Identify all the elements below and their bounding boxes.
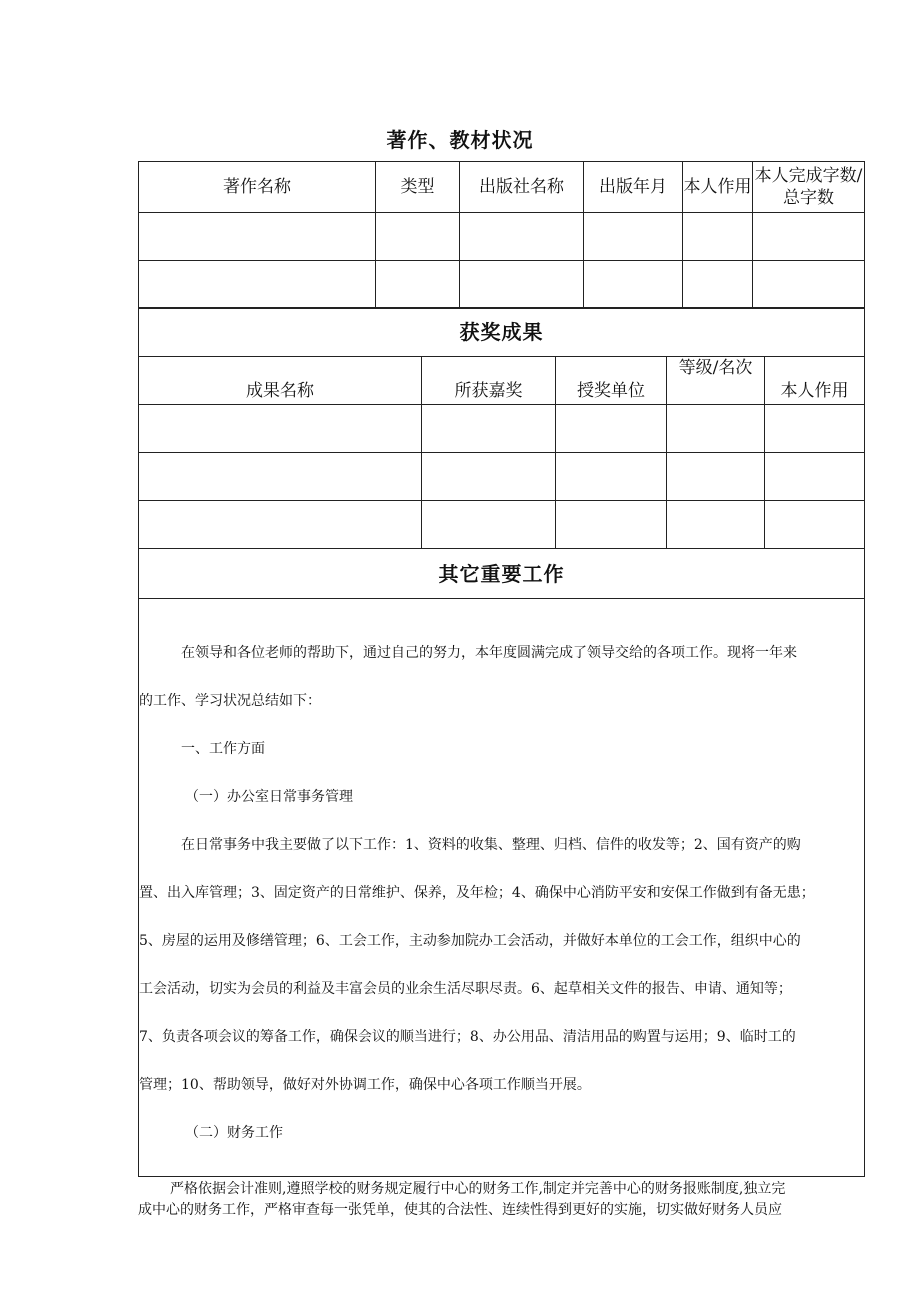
table-row	[139, 453, 865, 501]
table-cell[interactable]	[556, 453, 667, 501]
body-paragraph: 的工作、学习状况总结如下：	[139, 693, 321, 709]
table-cell[interactable]	[139, 501, 422, 549]
other-work-body-row	[139, 599, 865, 1177]
table-cell[interactable]	[376, 213, 460, 261]
awards-table	[138, 307, 865, 1177]
body-paragraph: 7、负责各项会议的筹备工作，确保会议的顺当进行；8、办公用品、清洁用品的购置与运用；9、临时工的	[139, 1029, 796, 1045]
table-cell[interactable]	[667, 453, 765, 501]
header-publish-date: 出版年月	[584, 162, 683, 213]
header-work-name: 著作名称	[139, 162, 376, 213]
table-cell[interactable]	[753, 213, 865, 261]
body-paragraph: 在领导和各位老师的帮助下，通过自己的努力，本年度圆满完成了领导交给的各项工作。现将一年来	[181, 645, 797, 661]
table-cell[interactable]	[765, 453, 865, 501]
body-paragraph: 置、出入库管理；3、固定资产的日常维护、保养，及年检；4、确保中心消防平安和安保工作做到有备无患；	[139, 885, 815, 901]
publications-header-row	[139, 162, 865, 213]
header-rank: 等级/名次	[667, 357, 765, 405]
publications-table	[138, 161, 865, 309]
header-word-count: 本人完成字数/总字数	[753, 162, 865, 213]
table-cell[interactable]	[139, 453, 422, 501]
table-cell[interactable]	[753, 261, 865, 309]
table-cell[interactable]	[667, 501, 765, 549]
table-cell[interactable]	[139, 405, 422, 453]
awards-header-row	[139, 357, 865, 405]
table-cell[interactable]	[683, 213, 753, 261]
table-cell[interactable]	[556, 501, 667, 549]
table-cell[interactable]	[556, 405, 667, 453]
table-cell[interactable]	[765, 501, 865, 549]
other-work-title-row	[139, 549, 865, 599]
table-cell[interactable]	[422, 453, 556, 501]
trailing-paragraph-line: 严格依据会计准则,遵照学校的财务规定履行中心的财务工作,制定并完善中心的财务报账制度,独立完	[170, 1181, 786, 1197]
table-cell[interactable]	[460, 261, 584, 309]
other-work-title: 其它重要工作	[139, 549, 865, 599]
table-cell[interactable]	[460, 213, 584, 261]
table-cell[interactable]	[584, 261, 683, 309]
table-cell[interactable]	[584, 213, 683, 261]
table-row	[139, 213, 865, 261]
header-awarding-unit: 授奖单位	[556, 357, 667, 405]
subsection-heading: （一）办公室日常事务管理	[185, 789, 353, 805]
table-cell[interactable]	[422, 405, 556, 453]
trailing-paragraph-line: 成中心的财务工作，严格审查每一张凭单，使其的合法性、连续性得到更好的实施，切实做好财务人员应	[138, 1202, 782, 1218]
section-heading: 一、工作方面	[181, 741, 265, 757]
table-row	[139, 405, 865, 453]
table-cell[interactable]	[139, 261, 376, 309]
table-cell[interactable]	[765, 405, 865, 453]
body-paragraph: 5、房屋的运用及修缮管理；6、工会工作，主动参加院办工会活动，并做好本单位的工会工作，组织中心的	[139, 933, 801, 949]
awards-title: 获奖成果	[139, 308, 865, 357]
table-cell[interactable]	[667, 405, 765, 453]
other-work-body[interactable]	[139, 599, 865, 1177]
table-row	[139, 261, 865, 309]
header-publisher: 出版社名称	[460, 162, 584, 213]
awards-title-row	[139, 308, 865, 357]
header-award: 所获嘉奖	[422, 357, 556, 405]
table-cell[interactable]	[422, 501, 556, 549]
table-cell[interactable]	[139, 213, 376, 261]
header-type: 类型	[376, 162, 460, 213]
body-paragraph: 工会活动，切实为会员的利益及丰富会员的业余生活尽职尽责。6、起草相关文件的报告、申请、通知等；	[139, 981, 792, 997]
header-achievement-name: 成果名称	[139, 357, 422, 405]
header-award-role: 本人作用	[765, 357, 865, 405]
publications-title: 著作、教材状况	[386, 128, 534, 152]
table-row	[139, 501, 865, 549]
header-role: 本人作用	[683, 162, 753, 213]
body-paragraph: 管理；10、帮助领导，做好对外协调工作，确保中心各项工作顺当开展。	[139, 1077, 591, 1093]
subsection-heading: （二）财务工作	[185, 1125, 283, 1141]
body-paragraph: 在日常事务中我主要做了以下工作：1、资料的收集、整理、归档、信件的收发等；2、国有资产的购	[181, 837, 801, 853]
table-cell[interactable]	[683, 261, 753, 309]
table-cell[interactable]	[376, 261, 460, 309]
